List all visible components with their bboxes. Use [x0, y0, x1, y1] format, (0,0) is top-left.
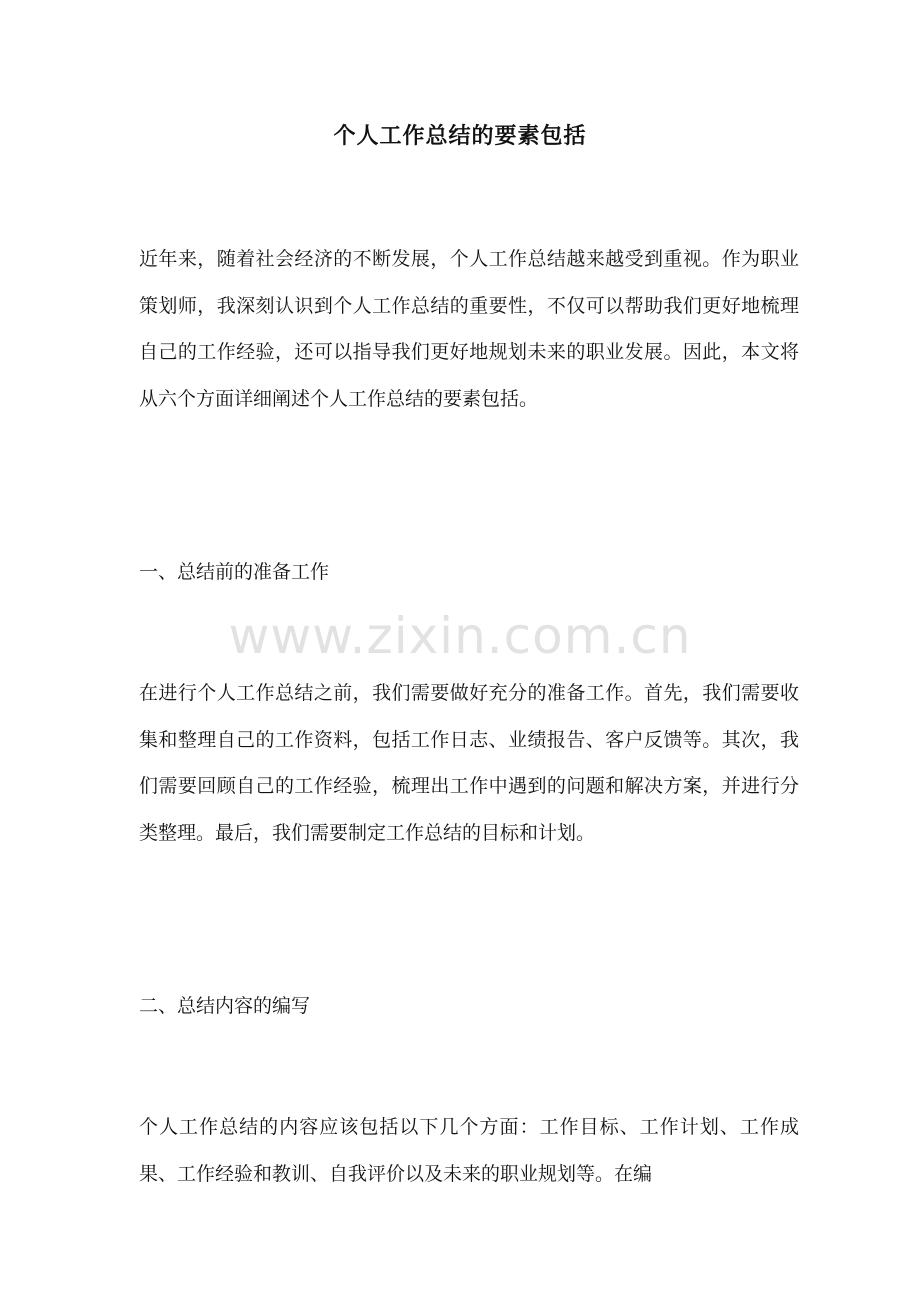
- section-body-1: 在进行个人工作总结之前，我们需要做好充分的准备工作。首先，我们需要收集和整理自己的工作资料，包括工作日志、业绩报告、客户反馈等。其次，我们需要回顾自己的工作经验，梳理出工作中遇到的问题和解决方案，并进行分类整理。最后，我们需要制定工作总结的目标和计划。: [139, 682, 799, 844]
- section-heading-1: 一、总结前的准备工作: [139, 561, 330, 583]
- watermark: www.zixin.com.cn: [228, 607, 692, 665]
- section-body-2: 个人工作总结的内容应该包括以下几个方面：工作目标、工作计划、工作成果、工作经验和教训、自我评价以及未来的职业规划等。在编: [139, 1116, 799, 1185]
- document-title: 个人工作总结的要素包括: [333, 123, 587, 149]
- section-heading-2: 二、总结内容的编写: [139, 995, 311, 1017]
- intro-paragraph: 近年来，随着社会经济的不断发展，个人工作总结越来越受到重视。作为职业策划师，我深刻认识到个人工作总结的重要性，不仅可以帮助我们更好地梳理自己的工作经验，还可以指导我们更好地规划未来的职业发展。因此，本文将从六个方面详细阐述个人工作总结的要素包括。: [139, 248, 799, 410]
